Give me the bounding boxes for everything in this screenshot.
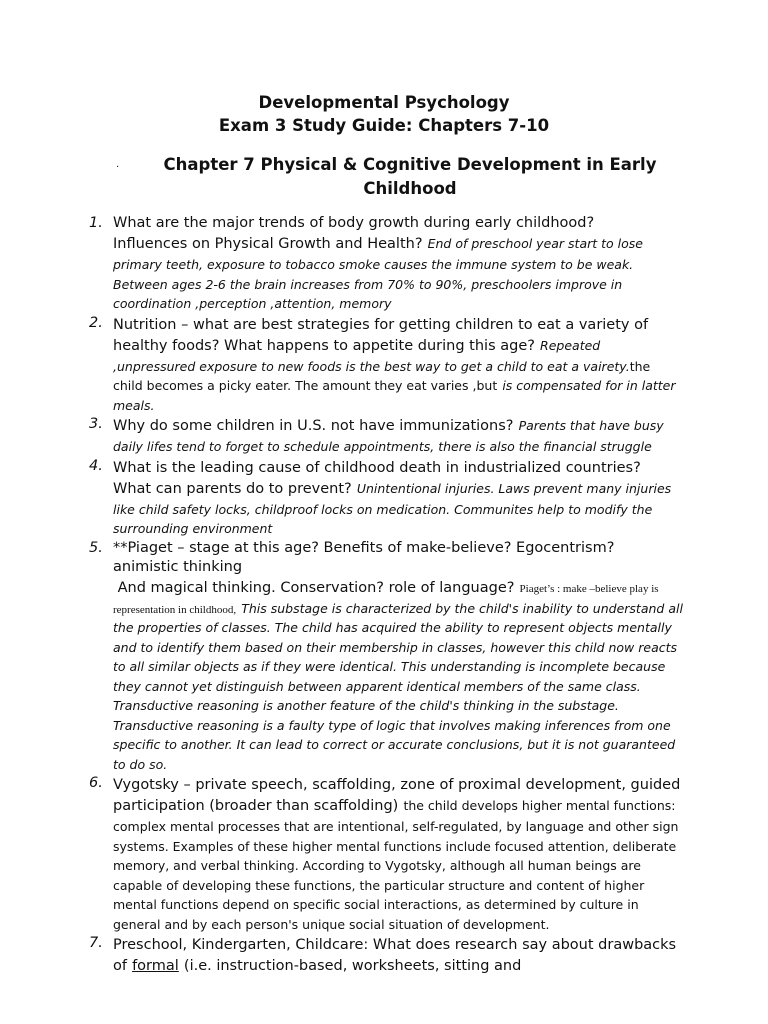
- question-number: 1.: [89, 215, 103, 231]
- answer-text: Unintentional injuries. Laws prevent many injuries like child safety locks, childproof locks on medication. Communites help to modify the surrounding environment: [113, 480, 672, 536]
- question-text-underlined: formal: [132, 958, 179, 974]
- question-item-2: [89, 314, 683, 415]
- answer-text: End of preschool year start to lose primary teeth, exposure to tobacco smoke causes the immune system to be weak. Between ages 2-6 the brain increases from 70% to 90%, preschoolers improve in coordination ,perception ,attention, memory: [113, 236, 643, 311]
- answer-text: Repeated ,unpressured exposure to new foods is the best way to get a child to eat a vairety.: [113, 337, 630, 374]
- question-item-4: [89, 457, 683, 538]
- document-title: Developmental Psychology: [258, 93, 510, 112]
- question-text: Why do some children in U.S. not have immunizations?: [113, 418, 514, 434]
- chapter-marker: .: [116, 159, 120, 170]
- question-item-7: [89, 934, 683, 976]
- question-number: 7.: [89, 935, 103, 951]
- answer-text: Parents that have busy daily lifes tend to forget to schedule appointments, there is also the financial struggle: [113, 418, 664, 454]
- question-text: (i.e. instruction-based, worksheets, sitting and: [183, 958, 522, 974]
- question-number: 2.: [89, 314, 103, 331]
- answer-text: Piaget’s : make –believe play is representation in childhood,: [113, 582, 659, 616]
- answer-text: the child becomes a picky eater. The amount they eat varies ,but: [113, 358, 651, 393]
- question-item-3: [89, 415, 683, 456]
- question-number: 3.: [89, 416, 103, 432]
- chapter-heading-text: Chapter 7 Physical & Cognitive Development in Early Childhood: [163, 155, 657, 198]
- question-text: Vygotsky – private speech, scaffolding, zone of proximal development, guided participation (broader than scaffolding): [113, 777, 681, 814]
- question-number: 5.: [89, 539, 103, 556]
- answer-text: the child develops higher mental functions: complex mental processes that are intentional, self-regulated, by language and other sign systems. Examples of these higher mental functions include focused attention, deliberate memory, and verbal thinking. According to Vygotsky, although all human beings are capable of developing these functions, the particular structure and content of higher mental functions depend on specific social interactions, as determined by culture in general and by each person's unique social situation of development.: [113, 798, 679, 932]
- question-text: Influences on Physical Growth and Health?: [113, 236, 423, 252]
- document-subtitle: Exam 3 Study Guide: Chapters 7-10: [218, 116, 550, 135]
- question-list: [89, 214, 683, 977]
- question-text: What are the major trends of body growth during early childhood?: [113, 215, 595, 231]
- question-text: Nutrition – what are best strategies for getting children to eat a variety of healthy foods? What happens to appetite during this age?: [113, 316, 649, 354]
- question-text: What is the leading cause of childhood death in industrialized countries? What can parents do to prevent?: [113, 459, 641, 497]
- answer-text: is compensated for in latter meals.: [113, 378, 676, 413]
- question-text: Preschool, Kindergarten, Childcare: What does research say about drawbacks of: [113, 937, 677, 974]
- question-item-5: [89, 539, 683, 774]
- question-item-1: [89, 214, 683, 313]
- question-item-6: [89, 774, 683, 933]
- question-number: 4.: [89, 457, 103, 474]
- question-text: **Piaget – stage at this age? Benefits of make-believe? Egocentrism? animistic thinking: [113, 539, 615, 575]
- question-text: And magical thinking. Conservation? role of language?: [117, 579, 515, 596]
- answer-text: This substage is characterized by the child's inability to understand all the properties of classes. The child has acquired the ability to represent objects mentally and to identify them based on their membership in classes, however this child now reacts to all similar objects as if they were identical. This understanding is incomplete because they cannot yet distinguish between apparent identical members of the same class. Transductive reasoning is another feature of the child's thinking in the substage. Transductive reasoning is a faulty type of logic that involves making inferences from one specific to another. It can lead to correct or accurate conclusions, but it is not guaranteed to do so.: [113, 600, 683, 772]
- chapter-heading: [116, 153, 690, 201]
- question-number: 6.: [89, 775, 103, 791]
